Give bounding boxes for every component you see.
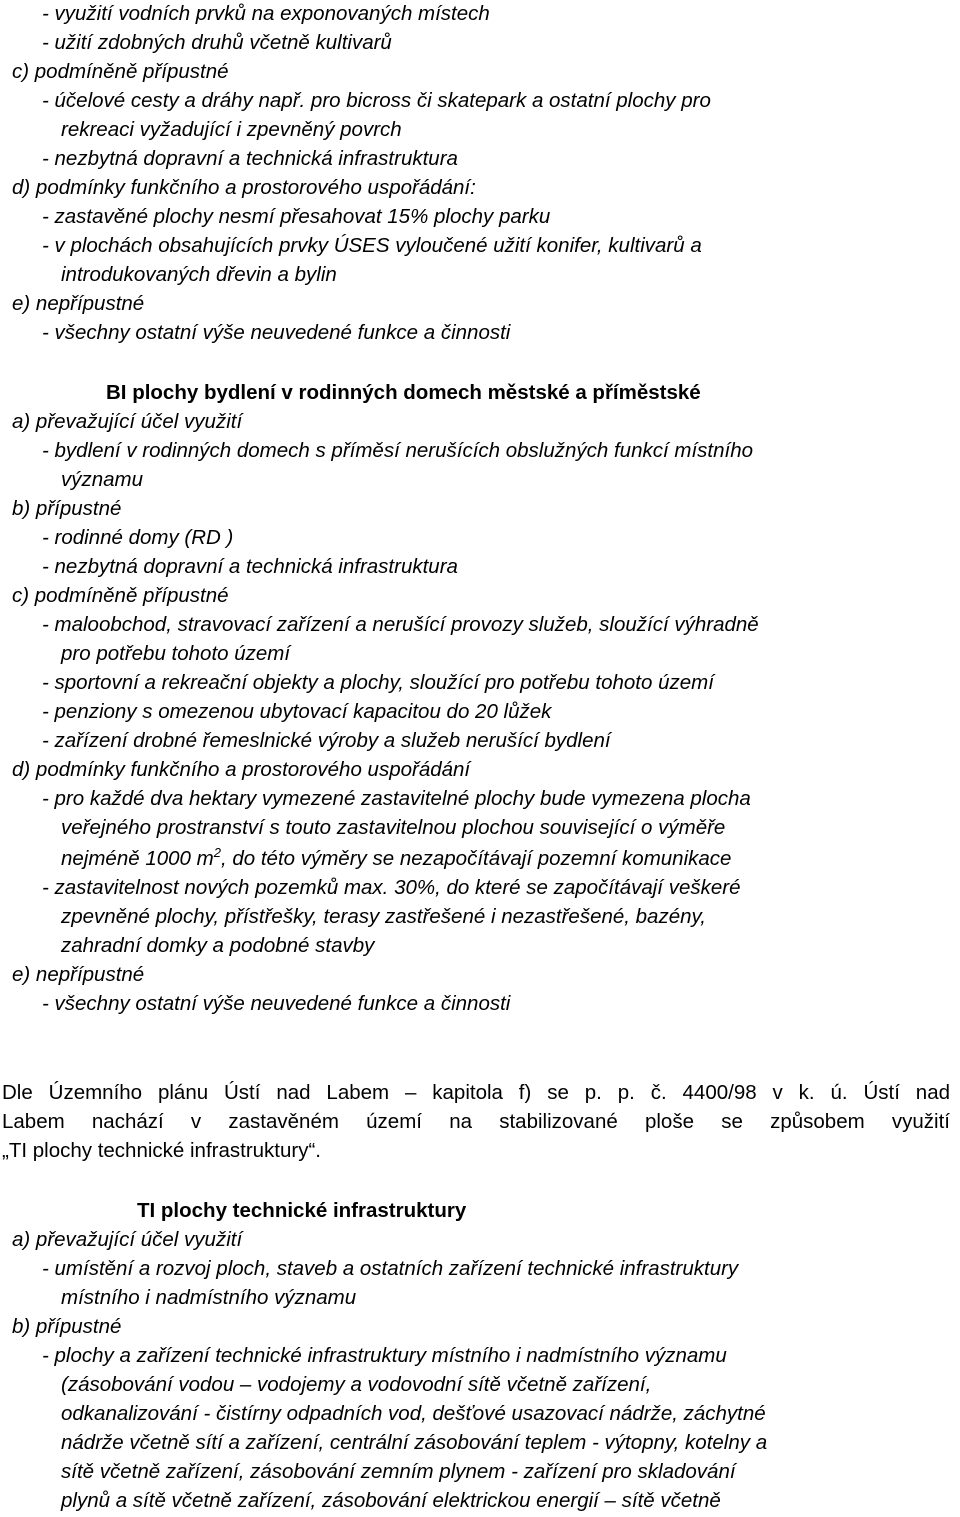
text-line: - v plochách obsahujících prvky ÚSES vyloučené užití konifer, kultivarů a [42, 234, 702, 257]
subsection-label: d) podmínky funkčního a prostorového uspořádání: [12, 176, 476, 199]
text-line: - maloobchod, stravovací zařízení a nerušící provozy služeb, sloužící výhradně [42, 613, 759, 636]
text-line: - rodinné domy (RD ) [42, 526, 234, 549]
text-line: - zastavitelnost nových pozemků max. 30%, do které se započítávají veškeré [42, 876, 741, 899]
text-fragment: nejméně 1000 m [61, 847, 214, 870]
text-line: veřejného prostranství s touto zastavitelnou plochou související o výměře [61, 816, 726, 839]
text-line: - účelové cesty a dráhy např. pro bicross či skatepark a ostatní plochy pro [42, 89, 711, 112]
text-line: zahradní domky a podobné stavby [61, 934, 375, 957]
text-line: - nezbytná dopravní a technická infrastruktura [42, 555, 458, 578]
text-line: - využití vodních prvků na exponovaných místech [42, 2, 490, 25]
text-line: zpevněné plochy, přístřešky, terasy zastřešené i nezastřešené, bazény, [61, 905, 706, 928]
text-line: odkanalizování - čistírny odpadních vod, dešťové usazovací nádrže, záchytné [61, 1402, 766, 1425]
subsection-label: e) nepřípustné [12, 292, 145, 315]
text-line: - zastavěné plochy nesmí přesahovat 15% plochy parku [42, 205, 551, 228]
text-line: - penziony s omezenou ubytovací kapacitou do 20 lůžek [42, 700, 552, 723]
subsection-label: b) přípustné [12, 1315, 122, 1338]
subsection-label: d) podmínky funkčního a prostorového uspořádání [12, 758, 471, 781]
subsection-label: c) podmíněně přípustné [12, 584, 229, 607]
section-heading-bi: BI plochy bydlení v rodinných domech městské a příměstské [106, 381, 701, 404]
text-line: introdukovaných dřevin a bylin [61, 263, 337, 286]
subsection-label: e) nepřípustné [12, 963, 145, 986]
subsection-label: b) přípustné [12, 497, 122, 520]
paragraph-line: „TI plochy technické infrastruktury“. [2, 1139, 321, 1162]
text-line: místního i nadmístního významu [61, 1286, 357, 1309]
text-line: (zásobování vodou – vodojemy a vodovodní sítě včetně zařízení, [61, 1373, 652, 1396]
text-line: - umístění a rozvoj ploch, staveb a ostatních zařízení technické infrastruktury [42, 1257, 739, 1280]
text-line: - bydlení v rodinných domech s příměsí nerušících obslužných funkcí místního [42, 439, 753, 462]
paragraph-line: Labem nachází v zastavěném území na stabilizované ploše se způsobem využití [2, 1110, 950, 1133]
text-line: - zařízení drobné řemeslnické výroby a služeb nerušící bydlení [42, 729, 611, 752]
text-line: - všechny ostatní výše neuvedené funkce a činnosti [42, 321, 511, 344]
text-line: - sportovní a rekreační objekty a plochy, sloužící pro potřebu tohoto území [42, 671, 714, 694]
text-line: - plochy a zařízení technické infrastruktury místního i nadmístního významu [42, 1344, 727, 1367]
text-line: rekreaci vyžadující i zpevněný povrch [61, 118, 402, 141]
text-line: - všechny ostatní výše neuvedené funkce a činnosti [42, 992, 511, 1015]
text-line: sítě včetně zařízení, zásobování zemním plynem - zařízení pro skladování [61, 1460, 736, 1483]
text-line: - pro každé dva hektary vymezené zastavitelné plochy bude vymezena plocha [42, 787, 751, 810]
text-line: pro potřebu tohoto území [61, 642, 291, 665]
text-line: - užití zdobných druhů včetně kultivarů [42, 31, 392, 54]
text-fragment: , do této výměry se nezapočítávají pozemní komunikace [220, 847, 732, 870]
text-line: významu [61, 468, 144, 491]
text-line: nádrže včetně sítí a zařízení, centrální zásobování teplem - výtopny, kotelny a [61, 1431, 768, 1454]
subsection-label: c) podmíněně přípustné [12, 60, 229, 83]
subsection-label: a) převažující účel využití [12, 1228, 243, 1251]
subsection-label: a) převažující účel využití [12, 410, 243, 433]
section-heading-ti: TI plochy technické infrastruktury [137, 1199, 467, 1222]
text-line [61, 845, 731, 873]
superscript: 2 [213, 845, 221, 860]
text-line: plynů a sítě včetně zařízení, zásobování elektrickou energií – sítě včetně [61, 1489, 721, 1512]
paragraph-line: Dle Územního plánu Ústí nad Labem – kapitola f) se p. p. č. 4400/98 v k. ú. Ústí nad [2, 1081, 950, 1104]
text-line: - nezbytná dopravní a technická infrastruktura [42, 147, 458, 170]
